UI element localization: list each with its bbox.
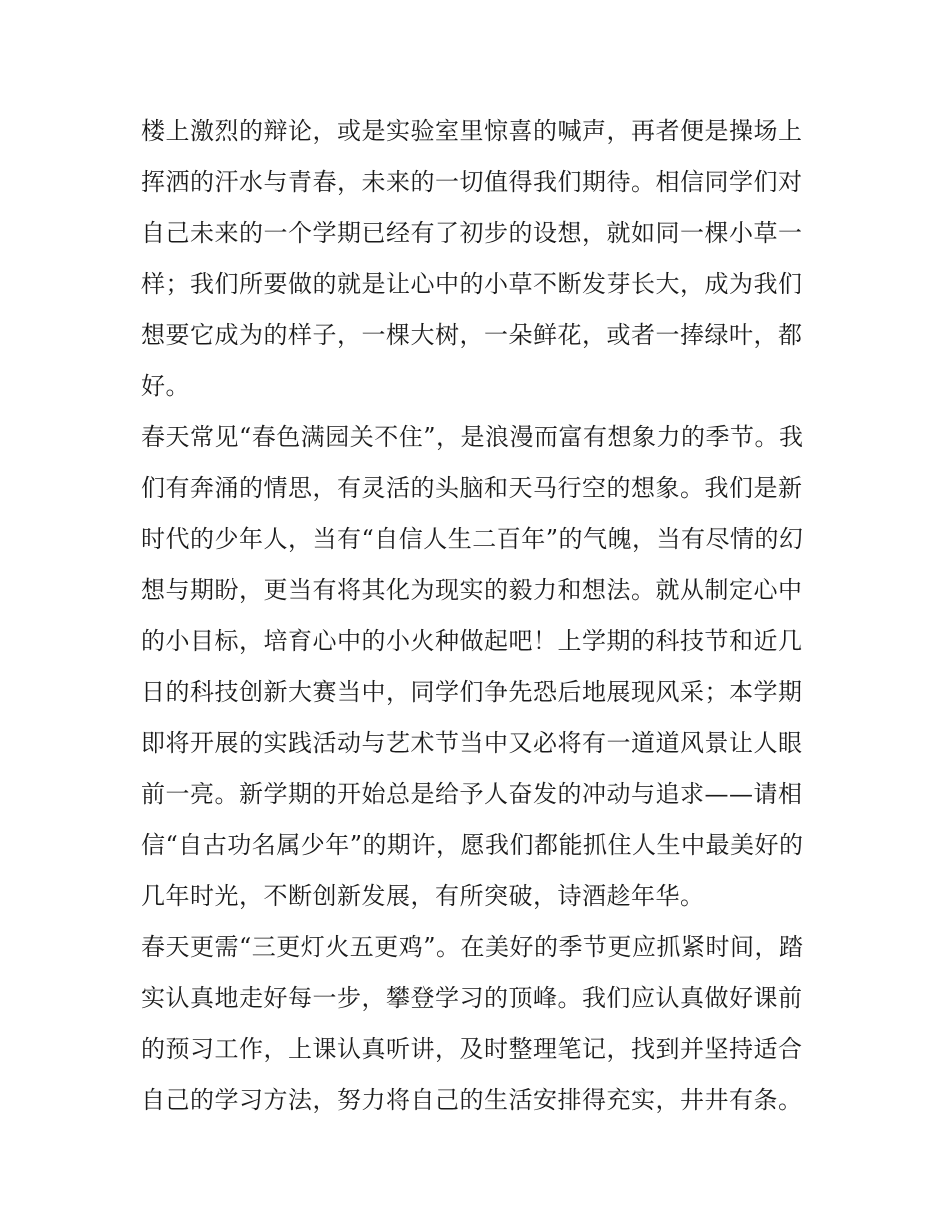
- text-line: 楼上激烈的辩论，或是实验室里惊喜的喊声，再者便是操场上: [141, 117, 803, 145]
- text-line: 挥洒的汗水与青春，未来的一切值得我们期待。相信同学们对: [141, 168, 803, 196]
- text-line: 即将开展的实践活动与艺术节当中又必将有一道道风景让人眼: [141, 729, 803, 757]
- text-line: 自己未来的一个学期已经有了初步的设想，就如同一棵小草一: [141, 219, 803, 247]
- text-line: 的小目标，培育心中的小火种做起吧！上学期的科技节和近几: [141, 627, 803, 655]
- text-line: 春天更需“三更灯火五更鸡”。在美好的季节更应抓紧时间，踏: [141, 933, 804, 961]
- text-line: 春天常见“春色满园关不住”，是浪漫而富有想象力的季节。我: [141, 423, 804, 451]
- text-line: 的预习工作，上课认真听讲，及时整理笔记，找到并坚持适合: [141, 1035, 803, 1063]
- text-line: 样；我们所要做的就是让心中的小草不断发芽长大，成为我们: [141, 270, 803, 298]
- text-line: 时代的少年人，当有“自信人生二百年”的气魄，当有尽情的幻: [141, 525, 804, 553]
- text-line: 们有奔涌的情思，有灵活的头脑和天马行空的想象。我们是新: [141, 474, 803, 502]
- text-line: 几年时光，不断创新发展，有所突破，诗酒趁年华。: [141, 882, 705, 910]
- text-line: 自己的学习方法，努力将自己的生活安排得充实，井井有条。: [141, 1086, 803, 1114]
- text-line: 信“自古功名属少年”的期许，愿我们都能抓住人生中最美好的: [141, 831, 804, 859]
- text-line: 想与期盼，更当有将其化为现实的毅力和想法。就从制定心中: [141, 576, 803, 604]
- text-line: 好。: [141, 372, 190, 400]
- text-line: 想要它成为的样子，一棵大树，一朵鲜花，或者一捧绿叶，都: [141, 321, 803, 349]
- body-text: [141, 106, 821, 1126]
- text-line: 日的科技创新大赛当中，同学们争先恐后地展现风采；本学期: [141, 678, 803, 706]
- text-line: 实认真地走好每一步，攀登学习的顶峰。我们应认真做好课前: [141, 984, 803, 1012]
- text-line: 前一亮。新学期的开始总是给予人奋发的冲动与追求——请相: [141, 780, 803, 808]
